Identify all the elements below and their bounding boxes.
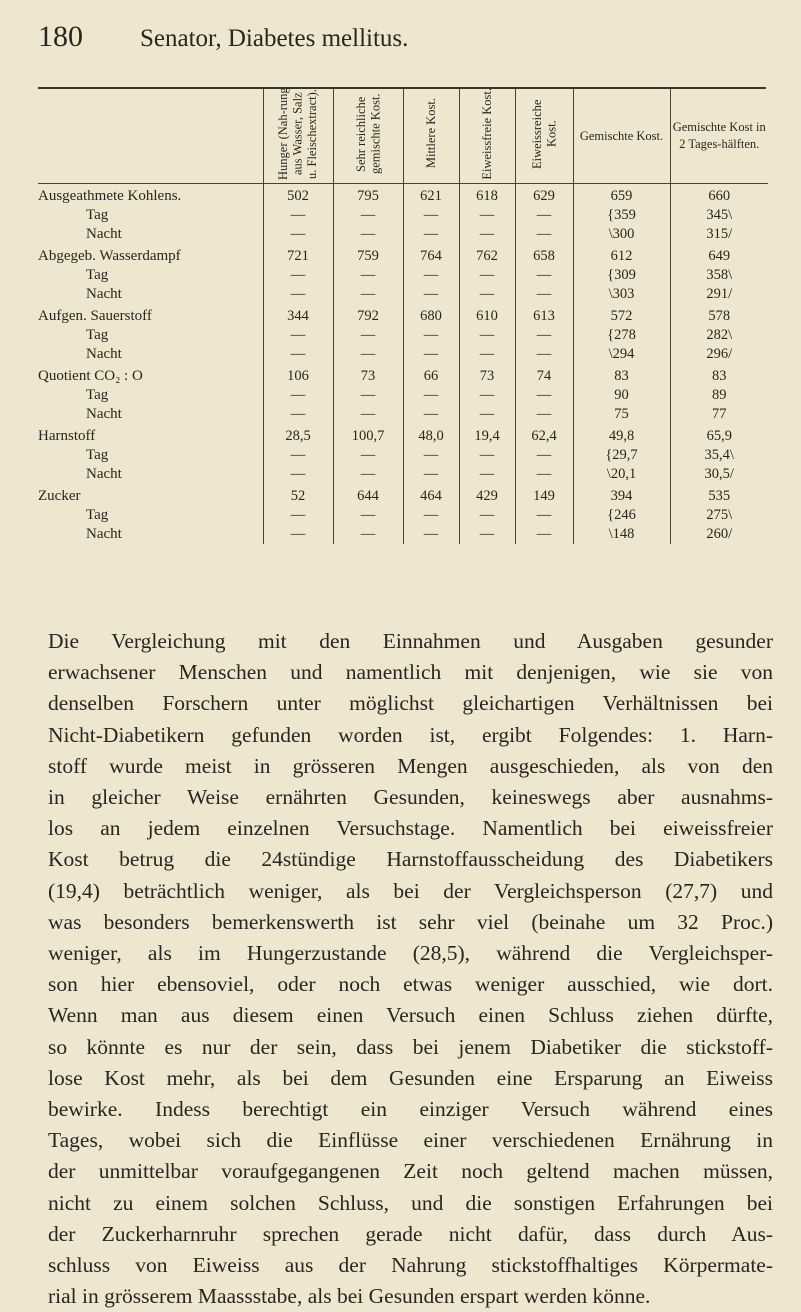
table-cell: — (515, 446, 573, 465)
column-header: Eiweissreiche Kost. (515, 89, 573, 184)
table-row (38, 364, 768, 386)
row-label: Nacht (86, 406, 122, 422)
table-row (38, 225, 768, 244)
table-cell: — (459, 326, 515, 345)
table-row (38, 184, 768, 207)
table-cell: — (403, 405, 459, 424)
column-header: Mittlere Kost. (403, 89, 459, 184)
table-cell: 762 (459, 244, 515, 266)
table-cell: — (333, 446, 403, 465)
text-line: rial in grösserem Maassstabe, als bei Gesunden erspart werden könne. (48, 1284, 651, 1309)
table-row (38, 424, 768, 446)
row-label: Nacht (86, 226, 122, 242)
text-line: so könnte es nur der sein, dass bei jenem Diabetiker die stickstoff- (48, 1034, 773, 1059)
text-line: der Zuckerharnruhr sprechen gerade nicht dafür, dass durch Aus- (48, 1221, 773, 1246)
table-cell: — (333, 285, 403, 304)
table-cell: 621 (403, 184, 459, 207)
table-cell: 83 (670, 364, 768, 386)
table-cell: {309 (573, 266, 670, 285)
row-label: Nacht (86, 346, 122, 362)
table-cell: — (403, 446, 459, 465)
table-cell: 48,0 (403, 424, 459, 446)
table-cell: — (403, 525, 459, 544)
table-cell: 83 (573, 364, 670, 386)
table-cell: — (459, 446, 515, 465)
row-label: Tag (86, 447, 109, 463)
table-cell: — (515, 405, 573, 424)
table-cell: — (333, 465, 403, 484)
text-line: Die Vergleichung mit den Einnahmen und Ausgaben gesunder (48, 629, 773, 653)
table-row (38, 206, 768, 225)
table-stub-header (38, 89, 263, 184)
table-cell: 394 (573, 484, 670, 506)
table-cell: 795 (333, 184, 403, 207)
table-row (38, 386, 768, 405)
table-cell: — (403, 206, 459, 225)
table-cell: — (459, 345, 515, 364)
table-cell: 358\ (670, 266, 768, 285)
table-cell: \20,1 (573, 465, 670, 484)
table-cell: — (403, 266, 459, 285)
table-cell: — (515, 465, 573, 484)
page-number: 180 (38, 20, 83, 53)
text-line: stoff wurde meist in grösseren Mengen ausgeschieden, als von den (48, 753, 773, 778)
table-cell: — (263, 345, 333, 364)
table-row (38, 266, 768, 285)
table-cell: {359 (573, 206, 670, 225)
table-cell: — (515, 506, 573, 525)
table-cell: 28,5 (263, 424, 333, 446)
table-cell: 77 (670, 405, 768, 424)
table-cell: 30,5/ (670, 465, 768, 484)
table-cell: 315/ (670, 225, 768, 244)
text-line: Tages, wobei sich die Einflüsse einer verschiedenen Ernährung in (48, 1128, 773, 1153)
table-cell: \294 (573, 345, 670, 364)
table-cell: 658 (515, 244, 573, 266)
row-label: Zucker (38, 488, 81, 504)
table-cell: 660 (670, 184, 768, 207)
table-cell: 291/ (670, 285, 768, 304)
table-cell: — (403, 506, 459, 525)
table-cell: — (403, 386, 459, 405)
table-cell: 680 (403, 304, 459, 326)
data-table (38, 89, 768, 544)
body-paragraph (48, 626, 773, 1312)
table-cell: — (459, 206, 515, 225)
table-cell: 721 (263, 244, 333, 266)
table-row (38, 446, 768, 465)
table-cell: {246 (573, 506, 670, 525)
table-cell: — (263, 446, 333, 465)
table-cell: 66 (403, 364, 459, 386)
table-cell: 792 (333, 304, 403, 326)
table-cell: 73 (459, 364, 515, 386)
row-label: Abgegeb. Wasserdampf (38, 248, 181, 264)
text-line: denselben Forschern unter möglichst gleichartigen Verhältnissen bei (48, 691, 773, 716)
table-cell: — (515, 285, 573, 304)
table-cell: 344 (263, 304, 333, 326)
table-cell: 659 (573, 184, 670, 207)
text-line: in gleicher Weise ernährten Gesunden, keineswegs aber ausnahms- (48, 785, 773, 810)
table-cell: 65,9 (670, 424, 768, 446)
table-cell: — (403, 345, 459, 364)
table-cell: 35,4\ (670, 446, 768, 465)
table-row (38, 506, 768, 525)
table-cell: — (333, 525, 403, 544)
table-cell: 502 (263, 184, 333, 207)
table-row (38, 244, 768, 266)
table-cell: 464 (403, 484, 459, 506)
table-cell: 618 (459, 184, 515, 207)
text-line: Nicht-Diabetikern gefunden worden ist, ergibt Folgendes: 1. Harn- (48, 722, 773, 747)
table-cell: — (403, 465, 459, 484)
table-cell: 89 (670, 386, 768, 405)
table-cell: 19,4 (459, 424, 515, 446)
text-line: Kost betrug die 24stündige Harnstoffausscheidung des Diabetikers (48, 847, 773, 872)
table-row (38, 484, 768, 506)
table-cell: — (263, 225, 333, 244)
text-line: was besonders bemerkenswerth ist sehr viel (beinahe um 32 Proc.) (48, 909, 773, 934)
table-cell: — (263, 465, 333, 484)
table-cell: — (263, 285, 333, 304)
table-cell: — (459, 386, 515, 405)
column-header: Eiweissfreie Kost. (459, 89, 515, 184)
table-cell: — (459, 285, 515, 304)
table-cell: 73 (333, 364, 403, 386)
table-cell: {29,7 (573, 446, 670, 465)
table-cell: — (333, 225, 403, 244)
table-cell: 612 (573, 244, 670, 266)
table-cell: 296/ (670, 345, 768, 364)
table-header-row (38, 89, 768, 184)
column-header: Gemischte Kost in 2 Tages-hälften. (670, 89, 768, 184)
table-row (38, 405, 768, 424)
table-cell: — (333, 326, 403, 345)
text-line: schluss von Eiweiss aus der Nahrung stickstoffhaltiges Körpermate- (48, 1253, 773, 1278)
table-cell: 90 (573, 386, 670, 405)
table-cell: 644 (333, 484, 403, 506)
text-line: weniger, als im Hungerzustande (28,5), während die Vergleichsper- (48, 941, 773, 966)
table-cell: 535 (670, 484, 768, 506)
table-cell: — (263, 266, 333, 285)
table-cell: — (459, 405, 515, 424)
table-cell: 613 (515, 304, 573, 326)
column-header: Gemischte Kost. (573, 89, 670, 184)
row-label: Harnstoff (38, 428, 96, 444)
table-cell: — (459, 225, 515, 244)
text-line: lose Kost mehr, als bei dem Gesunden eine Ersparung an Eiweiss (48, 1065, 773, 1090)
text-line: (19,4) beträchtlich weniger, als bei der Vergleichsperson (27,7) und (48, 878, 773, 903)
table-cell: — (515, 206, 573, 225)
table-cell: — (403, 225, 459, 244)
table-row (38, 285, 768, 304)
row-label: Ausgeathmete Kohlens. (38, 188, 182, 204)
page-header (38, 20, 778, 68)
text-line: nicht zu einem solchen Schluss, und die sonstigen Erfahrungen bei (48, 1190, 773, 1215)
row-label: Tag (86, 267, 109, 283)
table-cell: — (263, 326, 333, 345)
table-cell: 429 (459, 484, 515, 506)
table-cell: 649 (670, 244, 768, 266)
table-cell: — (515, 225, 573, 244)
text-line: Wenn man aus diesem einen Versuch einen Schluss ziehen dürfte, (48, 1003, 773, 1028)
table-cell: — (515, 345, 573, 364)
table-cell: — (403, 285, 459, 304)
table-row (38, 525, 768, 544)
table-cell: 149 (515, 484, 573, 506)
table-cell: 106 (263, 364, 333, 386)
table-cell: 62,4 (515, 424, 573, 446)
text-line: son hier ebensoviel, oder noch etwas weniger ausschied, wie dort. (48, 972, 773, 997)
table-cell: — (263, 206, 333, 225)
table-cell: — (333, 386, 403, 405)
table-cell: — (333, 405, 403, 424)
table-cell: 52 (263, 484, 333, 506)
table-cell: \303 (573, 285, 670, 304)
row-label: Tag (86, 387, 109, 403)
table-row (38, 465, 768, 484)
table-cell: — (333, 206, 403, 225)
table-cell: 282\ (670, 326, 768, 345)
table-cell: — (263, 405, 333, 424)
table-cell: 49,8 (573, 424, 670, 446)
row-label: Quotient CO₂ : O (38, 368, 143, 384)
table-cell: — (459, 525, 515, 544)
table-cell: — (333, 266, 403, 285)
table-cell: 578 (670, 304, 768, 326)
column-header: Sehr reichliche gemischte Kost. (333, 89, 403, 184)
table-cell: — (263, 386, 333, 405)
table-cell: — (459, 465, 515, 484)
table-cell: 345\ (670, 206, 768, 225)
table-cell: — (333, 345, 403, 364)
text-line: der unmittelbar voraufgegangenen Zeit noch geltend machen müssen, (48, 1159, 773, 1184)
table-cell: — (515, 525, 573, 544)
table-row (38, 304, 768, 326)
table-cell: 572 (573, 304, 670, 326)
row-label: Nacht (86, 526, 122, 542)
table-cell: 629 (515, 184, 573, 207)
table-cell: 74 (515, 364, 573, 386)
row-label: Tag (86, 207, 109, 223)
table-cell: — (263, 525, 333, 544)
table-cell: — (515, 326, 573, 345)
table-cell: 764 (403, 244, 459, 266)
text-line: bewirke. Indess berechtigt ein einziger Versuch während eines (48, 1097, 773, 1122)
table-cell: 75 (573, 405, 670, 424)
table-cell: — (333, 506, 403, 525)
table-cell: 759 (333, 244, 403, 266)
row-label: Tag (86, 327, 109, 343)
table-row (38, 345, 768, 364)
column-header: Hunger (Nah-rung aus Wasser, Salz u. Fleischextract). (263, 89, 333, 184)
table-cell: \300 (573, 225, 670, 244)
row-label: Tag (86, 507, 109, 523)
table-cell: 275\ (670, 506, 768, 525)
table-cell: — (459, 266, 515, 285)
table-cell: \148 (573, 525, 670, 544)
table-row (38, 326, 768, 345)
text-line: erwachsener Menschen und namentlich mit denjenigen, wie sie von (48, 660, 773, 685)
table-cell: 100,7 (333, 424, 403, 446)
running-head: Senator, Diabetes mellitus. (140, 25, 409, 52)
text-line: los an jedem einzelnen Versuchstage. Namentlich bei eiweissfreier (48, 816, 773, 841)
row-label: Aufgen. Sauerstoff (38, 308, 152, 324)
table-cell: 260/ (670, 525, 768, 544)
table-cell: — (515, 386, 573, 405)
table-cell: — (515, 266, 573, 285)
table-cell: {278 (573, 326, 670, 345)
table-cell: — (459, 506, 515, 525)
row-label: Nacht (86, 466, 122, 482)
table-cell: — (403, 326, 459, 345)
row-label: Nacht (86, 286, 122, 302)
table-cell: 610 (459, 304, 515, 326)
table-cell: — (263, 506, 333, 525)
